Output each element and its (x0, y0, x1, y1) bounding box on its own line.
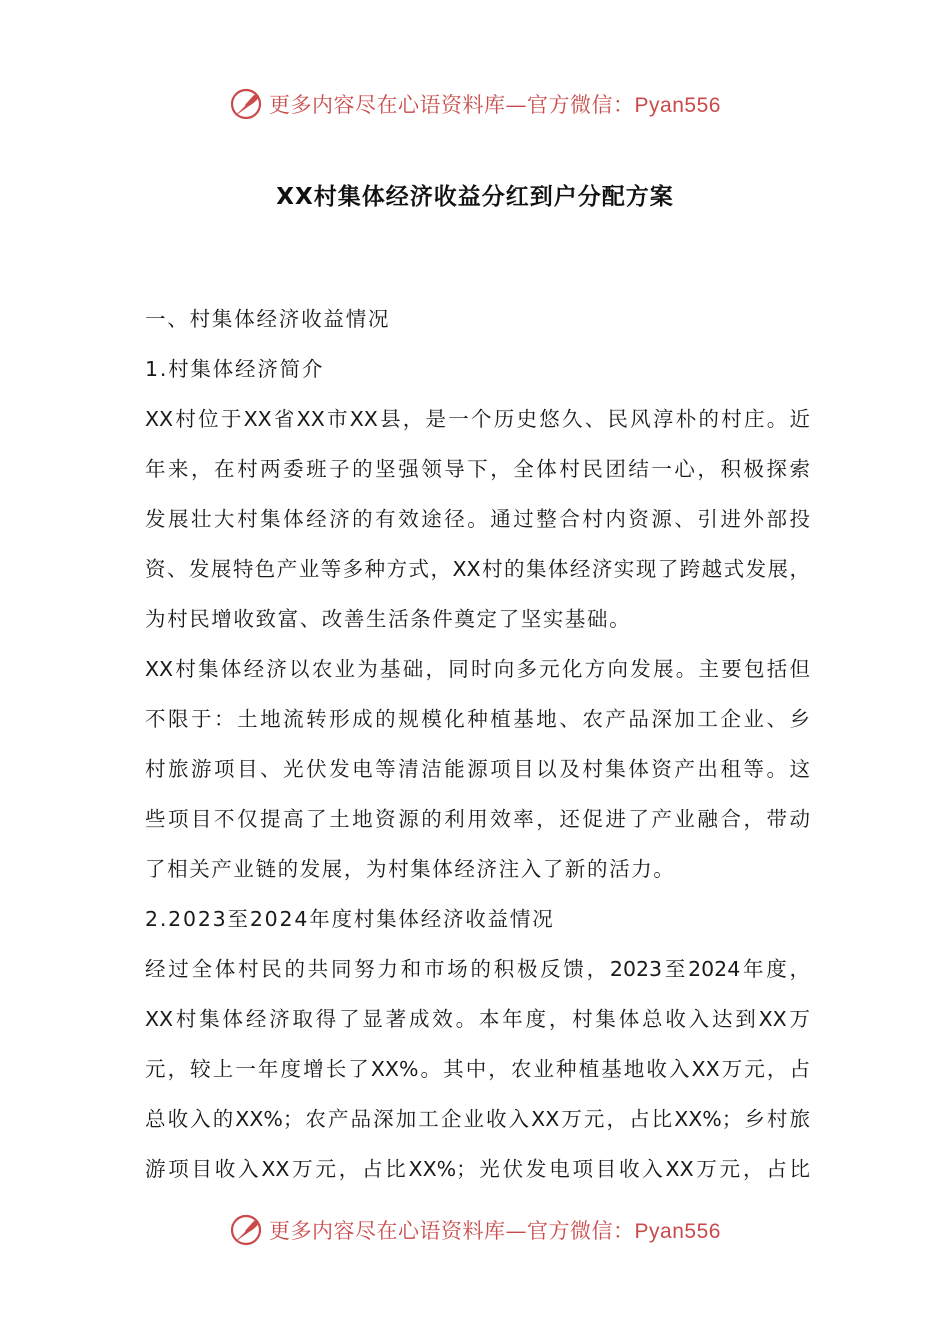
paragraph-line: 资、发展特色产业等多种方式，XX村的集体经济实现了跨越式发展， (145, 557, 810, 581)
document-title: XX村集体经济收益分红到户分配方案 (276, 184, 674, 210)
subsection-heading-1: 1.村集体经济简介 (145, 357, 325, 381)
document-body (145, 296, 810, 1196)
paragraph-line: 发展壮大村集体经济的有效途径。通过整合村内资源、引进外部投 (145, 507, 810, 531)
paragraph-line: 总收入的XX%；农产品深加工企业收入XX万元，占比XX%；乡村旅 (145, 1107, 810, 1131)
paragraph-line: 年来，在村两委班子的坚强领导下，全体村民团结一心，积极探索 (145, 457, 810, 481)
paragraph-line: 村旅游项目、光伏发电等清洁能源项目以及村集体资产出租等。这 (145, 757, 810, 781)
paragraph-line: 元，较上一年度增长了XX%。其中，农业种植基地收入XX万元，占 (145, 1057, 810, 1081)
watermark-text: 更多内容尽在心语资料库—官方微信：Pyan556 (269, 93, 721, 117)
paragraph-line: 了相关产业链的发展，为村集体经济注入了新的活力。 (145, 857, 676, 881)
section-heading-1: 一、村集体经济收益情况 (145, 307, 391, 331)
paragraph-line: XX村集体经济取得了显著成效。本年度，村集体总收入达到XX万 (145, 1007, 810, 1031)
paragraph-line: 为村民增收致富、改善生活条件奠定了坚实基础。 (145, 607, 632, 631)
paragraph-line: 些项目不仅提高了土地资源的利用效率，还促进了产业融合，带动 (145, 807, 810, 831)
paragraph-line: XX村集体经济以农业为基础，同时向多元化方向发展。主要包括但 (145, 657, 810, 681)
paragraph-line: 不限于：土地流转形成的规模化种植基地、农产品深加工企业、乡 (145, 707, 810, 731)
subsection-heading-2: 2.2023至2024年度村集体经济收益情况 (145, 907, 555, 931)
watermark-text: 更多内容尽在心语资料库—官方微信：Pyan556 (269, 1219, 721, 1243)
wechat-id: Pyan556 (634, 94, 721, 117)
paragraph-line: XX村位于XX省XX市XX县，是一个历史悠久、民风淳朴的村庄。近 (145, 407, 810, 431)
wechat-id: Pyan556 (634, 1220, 721, 1243)
quill-logo-icon (229, 1213, 263, 1247)
paragraph-line: 经过全体村民的共同努力和市场的积极反馈，2023至2024年度， (145, 957, 810, 981)
watermark-banner-top (0, 84, 950, 124)
quill-logo-icon (229, 87, 263, 121)
paragraph-line: 游项目收入XX万元，占比XX%；光伏发电项目收入XX万元，占比 (145, 1157, 810, 1181)
watermark-banner-bottom (0, 1210, 950, 1250)
